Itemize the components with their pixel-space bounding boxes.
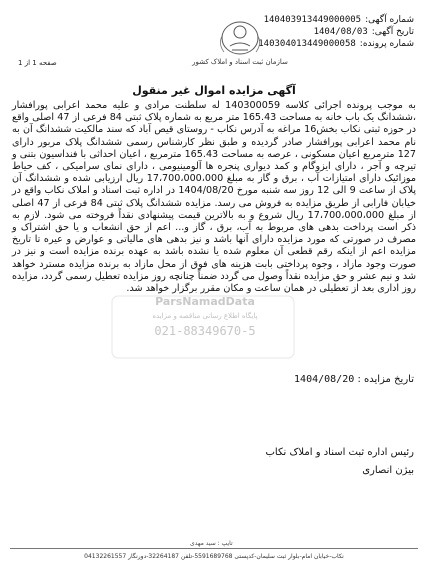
header-meta [258, 14, 414, 50]
lion-sun-emblem-icon [210, 16, 270, 60]
ad-date-row [258, 26, 414, 38]
ad-date: 1404/08/03 [313, 27, 368, 37]
ad-number-label: شماره آگهی: [365, 15, 414, 25]
ad-number: 140403913449000005 [263, 15, 362, 25]
ad-date-label: تاریخ آگهی: [371, 27, 414, 37]
notice-body: به موجب پرونده اجرائی کلاسه 140300059 له سلطنت مرادی و علیه محمد اعرابی پورافشار ،ششدانگ یک باب خانه به مساحت 165.43 متر مربع به شماره پلاک ثبتی 84 فرعی از 47 اصلی واقع در حوزه ثبتی نکاب بخش16 مراغه به آدرس نکاب - روستای قیص آباد که سند مالکیت ششدانگ آن به نام محمد اعرابی پورافشار صادر گردیده و طبق نظر کارشناس رسمی ششدانگ پلاک مربور دارای 127 مترمربع اعیان مسکونی ، عرصه به مساحت 165.43 مترمربع ، اعیان احداثی با فنداسیون بتنی و تیرچه و آجر ، دارای ایزوگام و کمد دیواری پنجره ها آلومینیومی ، دارای نمای سرامیکی ، کف حیاط موزائیک دارای امتیازات آب ، برق و گاز به مبلغ 17،700،000،000 ریال ارزیابی شده و ششدانگ آن پلاک از ساعت 9 الی 12 روز سه شنبه مورخ 1404/08/20 در اداره ثبت اسناد و املاک نکاب واقع در خیابان فارابی از طریق مزایده به فروش می رسد. مزایده ششدانگ پلاک ثبتی 84 فرعی از 47 اصلی از مبلغ 17،700،000،000 ریال شروع و به بالاترین قیمت پیشنهادی نقداً فروخته می شود. لازم به ذکر است پرداخت بدهی های مربوط به آب، برق ، گاز و... اعم از حق انشعاب و یا حق اشتراک و مصرف در صورتی که مورد مزایده دارای آنها باشد و نیز بدهی های مالیاتی و عوارض و عیره تا تاریخ مزایده اعم از اینکه رقم قطعی آن معلوم شده یا نشده باشد به عهده برنده مزایده است و نیز در صورت وجود مازاد ، وجوه پرداختی بابت هزینه های فوق از محل مازاد به برنده مزایده مسترد خواهد شد و نیم عشر و حق مزایده نقداً وصول می گردد ضمناً چنانچه روز مزایده تعطیل رسمی گردد، مزایده روز اداری بعد از تعطیلی در همان ساعت و مکان مقرر برگزار خواهد شد. [12, 100, 417, 295]
organization-name: سازمان ثبت اسناد و املاک کشور [192, 58, 288, 66]
signature-name: بیژن انصاری [362, 465, 414, 476]
auction-date-label: تاریخ مزایده : [357, 374, 414, 385]
file-number-label: شماره پرونده: [359, 39, 414, 49]
watermark-subtitle: پایگاه اطلاع رسانی مناقصه و مزایده [152, 312, 258, 320]
page-number: صفحه 1 از 1 [18, 59, 57, 67]
signature-title: رئیس اداره ثبت اسناد و املاک نکاب [265, 447, 414, 458]
auction-date-value: 1404/08/20 [294, 374, 355, 385]
watermark-brand: ParsNamadData [155, 295, 255, 308]
footer-address: نکاب-خیابان امام-بلوار ثبت سلیمان-کدپستی 5591689768-تلفن 32264187-دورنگار 04132261557 [84, 553, 344, 560]
watermark-phone: 021-88349670-5 [154, 324, 256, 338]
auction-date [294, 374, 414, 385]
footer-divider [10, 548, 418, 549]
notice-title: آگهی مزایده اموال غیر منقول [132, 84, 296, 97]
typist-note: تایپ : سید مهدی [190, 540, 233, 547]
signature-block [266, 444, 414, 480]
ad-number-row [258, 14, 414, 26]
file-number-row [258, 38, 414, 50]
file-number: 140304013449000058 [258, 39, 356, 49]
